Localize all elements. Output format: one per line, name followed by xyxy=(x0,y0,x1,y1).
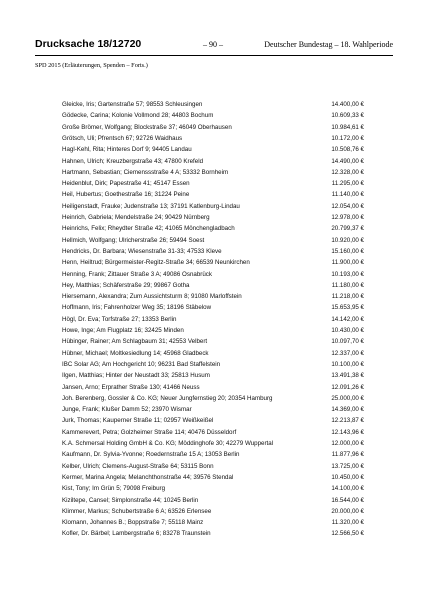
donation-amount: 10.100,00 € xyxy=(331,360,364,368)
donation-amount: 14.142,00 € xyxy=(331,315,364,323)
donor-name-address: Jansen, Arno; Erprather Straße 130; 41466 Neuss xyxy=(62,383,200,391)
donor-name-address: Henning, Frank; Zittauer Straße 3 A; 49086 Osnabrück xyxy=(62,270,212,278)
donor-name-address: Kist, Tony; Im Grün 5; 79098 Freiburg xyxy=(62,485,166,493)
donor-name-address: Kofler, Dr. Bärbel; Lambergstraße 6; 83278 Traunstein xyxy=(62,530,211,538)
donor-name-address: Große Brömer, Wolfgang; Blockstraße 37; 46049 Oberhausen xyxy=(62,123,232,131)
donation-amount: 10.172,00 € xyxy=(331,134,364,142)
donation-amount: 12.566,50 € xyxy=(331,530,364,538)
donation-amount: 12.091,26 € xyxy=(331,383,364,391)
list-item xyxy=(0,316,424,327)
donor-name-address: Hübner, Michael; Moltkesiedlung 14; 45968 Gladbeck xyxy=(62,349,209,357)
list-item xyxy=(0,429,424,440)
list-item xyxy=(0,135,424,146)
donor-name-address: Hartmann, Sebastian; Ciemenssstraße 4 A; 53332 Bornheim xyxy=(62,168,229,176)
donation-amount: 16.544,00 € xyxy=(331,496,364,504)
donor-name-address: Kaufmann, Dr. Sylvia-Yvonne; Roedernstraße 15 A; 13053 Berlin xyxy=(62,451,240,459)
donor-name-address: K.A. Schmersal Holding GmbH & Co. KG; Möddinghofe 30; 42279 Wuppertal xyxy=(62,440,274,447)
donor-name-address: Grötsch, Uli; Pfrentsch 67; 92726 Waidhaus xyxy=(62,134,183,142)
donation-amount: 12.054,00 € xyxy=(331,202,364,210)
donation-amount: 11.900,00 € xyxy=(331,259,364,267)
donation-amount: 10.984,61 € xyxy=(331,123,364,131)
list-item xyxy=(0,180,424,191)
list-item xyxy=(0,530,424,541)
list-item xyxy=(0,327,424,338)
donor-name-address: Hoffmann, Iris; Fahrenholzer Weg 35; 18196 Stäbelow xyxy=(62,304,212,312)
donor-name-address: Hellmich, Wolfgang; Ulricherstraße 26; 59494 Soest xyxy=(62,236,205,244)
donor-name-address: Heidenblut, Dirk; Papestraße 41; 45147 Essen xyxy=(62,180,190,188)
donor-name-address: Gleicke, Iris; Gartenstraße 57; 98553 Schleusingen xyxy=(62,101,203,108)
donation-amount: 11.218,00 € xyxy=(331,293,364,301)
list-item xyxy=(0,214,424,225)
donor-name-address: Hendricks, Dr. Barbara; Wiesenstraße 31-33; 47533 Kleve xyxy=(62,247,222,255)
list-item xyxy=(0,112,424,123)
document-number-prefix: Drucksache 18/ xyxy=(35,38,113,50)
donor-name-address: Ilgen, Matthias; Hinter der Neustadt 33; 25813 Husum xyxy=(62,372,210,380)
list-item xyxy=(0,406,424,417)
list-item xyxy=(0,497,424,508)
donation-amount: 14.490,00 € xyxy=(331,157,364,165)
list-item xyxy=(0,350,424,361)
donation-amount: 14.369,00 € xyxy=(331,406,364,414)
list-item xyxy=(0,485,424,496)
donor-name-address: Heiligenstadt, Frauke; Judenstraße 13; 37191 Katlenburg-Lindau xyxy=(62,202,240,210)
list-item xyxy=(0,384,424,395)
donation-amount: 10.508,76 € xyxy=(331,146,364,154)
list-item xyxy=(0,271,424,282)
donor-name-address: Kelber, Ulrich; Clemens-August-Straße 64; 53115 Bonn xyxy=(62,462,214,470)
donation-amount: 13.491,38 € xyxy=(331,372,364,380)
donation-amount: 12.328,00 € xyxy=(331,168,364,176)
list-item xyxy=(0,463,424,474)
list-item xyxy=(0,338,424,349)
donation-amount: 11.877,96 € xyxy=(331,451,364,459)
list-item xyxy=(0,124,424,135)
list-item xyxy=(0,293,424,304)
donation-amount: 10.193,00 € xyxy=(331,270,364,278)
donation-amount: 12.337,00 € xyxy=(331,349,364,357)
donor-name-address: Klimmer, Markus; Schubertstraße 6 A; 63526 Erlensee xyxy=(62,507,212,515)
donor-name-address: IBC Solar AG; Am Hochgericht 10; 96231 Bad Staffelstein xyxy=(62,360,221,368)
donation-amount: 10.450,00 € xyxy=(331,473,364,481)
list-item xyxy=(0,508,424,519)
donor-name-address: Howe, Inge; Am Flugplatz 16; 32425 Minden xyxy=(62,327,184,334)
donor-name-address: Högl, Dr. Eva; Torfstraße 27; 13353 Berlin xyxy=(62,315,177,323)
donation-amount: 11.320,00 € xyxy=(331,519,364,527)
donor-name-address: Hey, Matthias; Schäferstraße 29; 99867 Gotha xyxy=(62,281,190,289)
donation-amount: 14.100,00 € xyxy=(331,485,364,493)
list-item xyxy=(0,451,424,462)
list-item xyxy=(0,361,424,372)
list-item xyxy=(0,237,424,248)
donation-amount: 10.920,00 € xyxy=(331,236,364,244)
donor-name-address: Heinrichs, Felix; Rheydter Straße 42; 41065 Mönchengladbach xyxy=(62,225,235,233)
donation-amount: 11.140,00 € xyxy=(331,191,364,199)
list-item xyxy=(0,395,424,406)
list-item xyxy=(0,169,424,180)
donor-name-address: Jurk, Thomas; Kauperner Straße 11; 02957 Weißkeißel xyxy=(62,417,214,425)
list-item xyxy=(0,158,424,169)
donor-name-address: Hagl-Kehl, Rita; Hinteres Dorf 9; 94405 Landau xyxy=(62,146,192,154)
list-item xyxy=(0,191,424,202)
donation-amount: 15.160,00 € xyxy=(331,247,364,255)
donor-name-address: Hahnen, Ulrich; Kreuzbergstraße 43; 47800 Krefeld xyxy=(62,157,204,165)
parliament-title: Deutscher Bundestag – 18. Wahlperiode xyxy=(264,40,393,49)
donor-name-address: Kammerevert, Petra; Golzheimer Straße 114; 40476 Düsseldorf xyxy=(62,428,237,436)
donation-amount: 11.180,00 € xyxy=(331,281,364,289)
donation-amount: 20.799,37 € xyxy=(331,225,364,233)
donor-name-address: Henn, Heiltrud; Bürgermeister-Regitz-Straße 34; 66539 Neunkirchen xyxy=(62,259,250,267)
donor-name-address: Hiersemann, Alexandra; Zum Aussichtsturm 8; 91080 Marloffstein xyxy=(62,293,242,301)
list-item xyxy=(0,474,424,485)
list-item xyxy=(0,417,424,428)
page-number: – 90 – xyxy=(203,40,223,49)
donation-amount: 12.978,00 € xyxy=(331,214,364,221)
header-rule xyxy=(35,55,393,56)
donor-name-address: Klomann, Johannes B.; Boppstraße 7; 55118 Mainz xyxy=(62,519,204,527)
list-item xyxy=(0,519,424,530)
donation-amount: 12.000,00 € xyxy=(331,440,364,447)
donation-amount: 14.400,00 € xyxy=(331,101,364,108)
donor-name-address: Kermer, Marina Angela; Melanchthonstraße 44; 39576 Stendal xyxy=(62,473,234,481)
donor-name-address: Heinrich, Gabriela; Mendelstraße 24; 90429 Nürnberg xyxy=(62,214,210,221)
donor-name-address: Gödecke, Carina; Kolonie Vollmond 28; 44803 Bochum xyxy=(62,112,214,120)
list-item xyxy=(0,372,424,383)
donor-name-address: Junge, Frank; Klußer Damm 52; 23970 Wismar xyxy=(62,406,192,414)
list-item xyxy=(0,225,424,236)
list-item xyxy=(0,282,424,293)
list-item xyxy=(0,259,424,270)
donor-name-address: Heil, Hubertus; Goethestraße 16; 31224 Peine xyxy=(62,191,190,199)
donation-amount: 25.000,00 € xyxy=(331,394,364,402)
donation-amount: 10.609,33 € xyxy=(331,112,364,120)
donation-amount: 20.000,00 € xyxy=(331,507,364,515)
page-header xyxy=(35,38,393,54)
donation-amount: 12.143,96 € xyxy=(331,428,364,436)
list-item xyxy=(0,248,424,259)
list-item xyxy=(0,146,424,157)
document-number xyxy=(35,38,141,50)
donor-name-address: Hübinger, Rainer; Am Schlagbaum 31; 42553 Velbert xyxy=(62,338,208,346)
list-item xyxy=(0,440,424,451)
donation-amount: 10.097,70 € xyxy=(331,338,364,346)
donor-name-address: Joh. Berenberg, Gossler & Co. KG; Neuer Jungfernstieg 20; 20354 Hamburg xyxy=(62,394,273,402)
donation-amount: 10.430,00 € xyxy=(331,327,364,334)
donor-name-address: Kiziltepe, Cansel; Simplonstraße 44; 10245 Berlin xyxy=(62,496,199,504)
list-item xyxy=(0,304,424,315)
document-number-value: 12720 xyxy=(112,38,142,50)
section-subheading: SPD 2015 (Erläuterungen, Spenden – Forts.) xyxy=(35,62,148,69)
donation-amount: 12.213,87 € xyxy=(331,417,364,425)
donation-amount: 11.295,00 € xyxy=(331,180,364,188)
donation-amount: 15.653,95 € xyxy=(331,304,364,312)
donation-amount: 13.725,00 € xyxy=(331,462,364,470)
list-item xyxy=(0,101,424,112)
list-item xyxy=(0,203,424,214)
